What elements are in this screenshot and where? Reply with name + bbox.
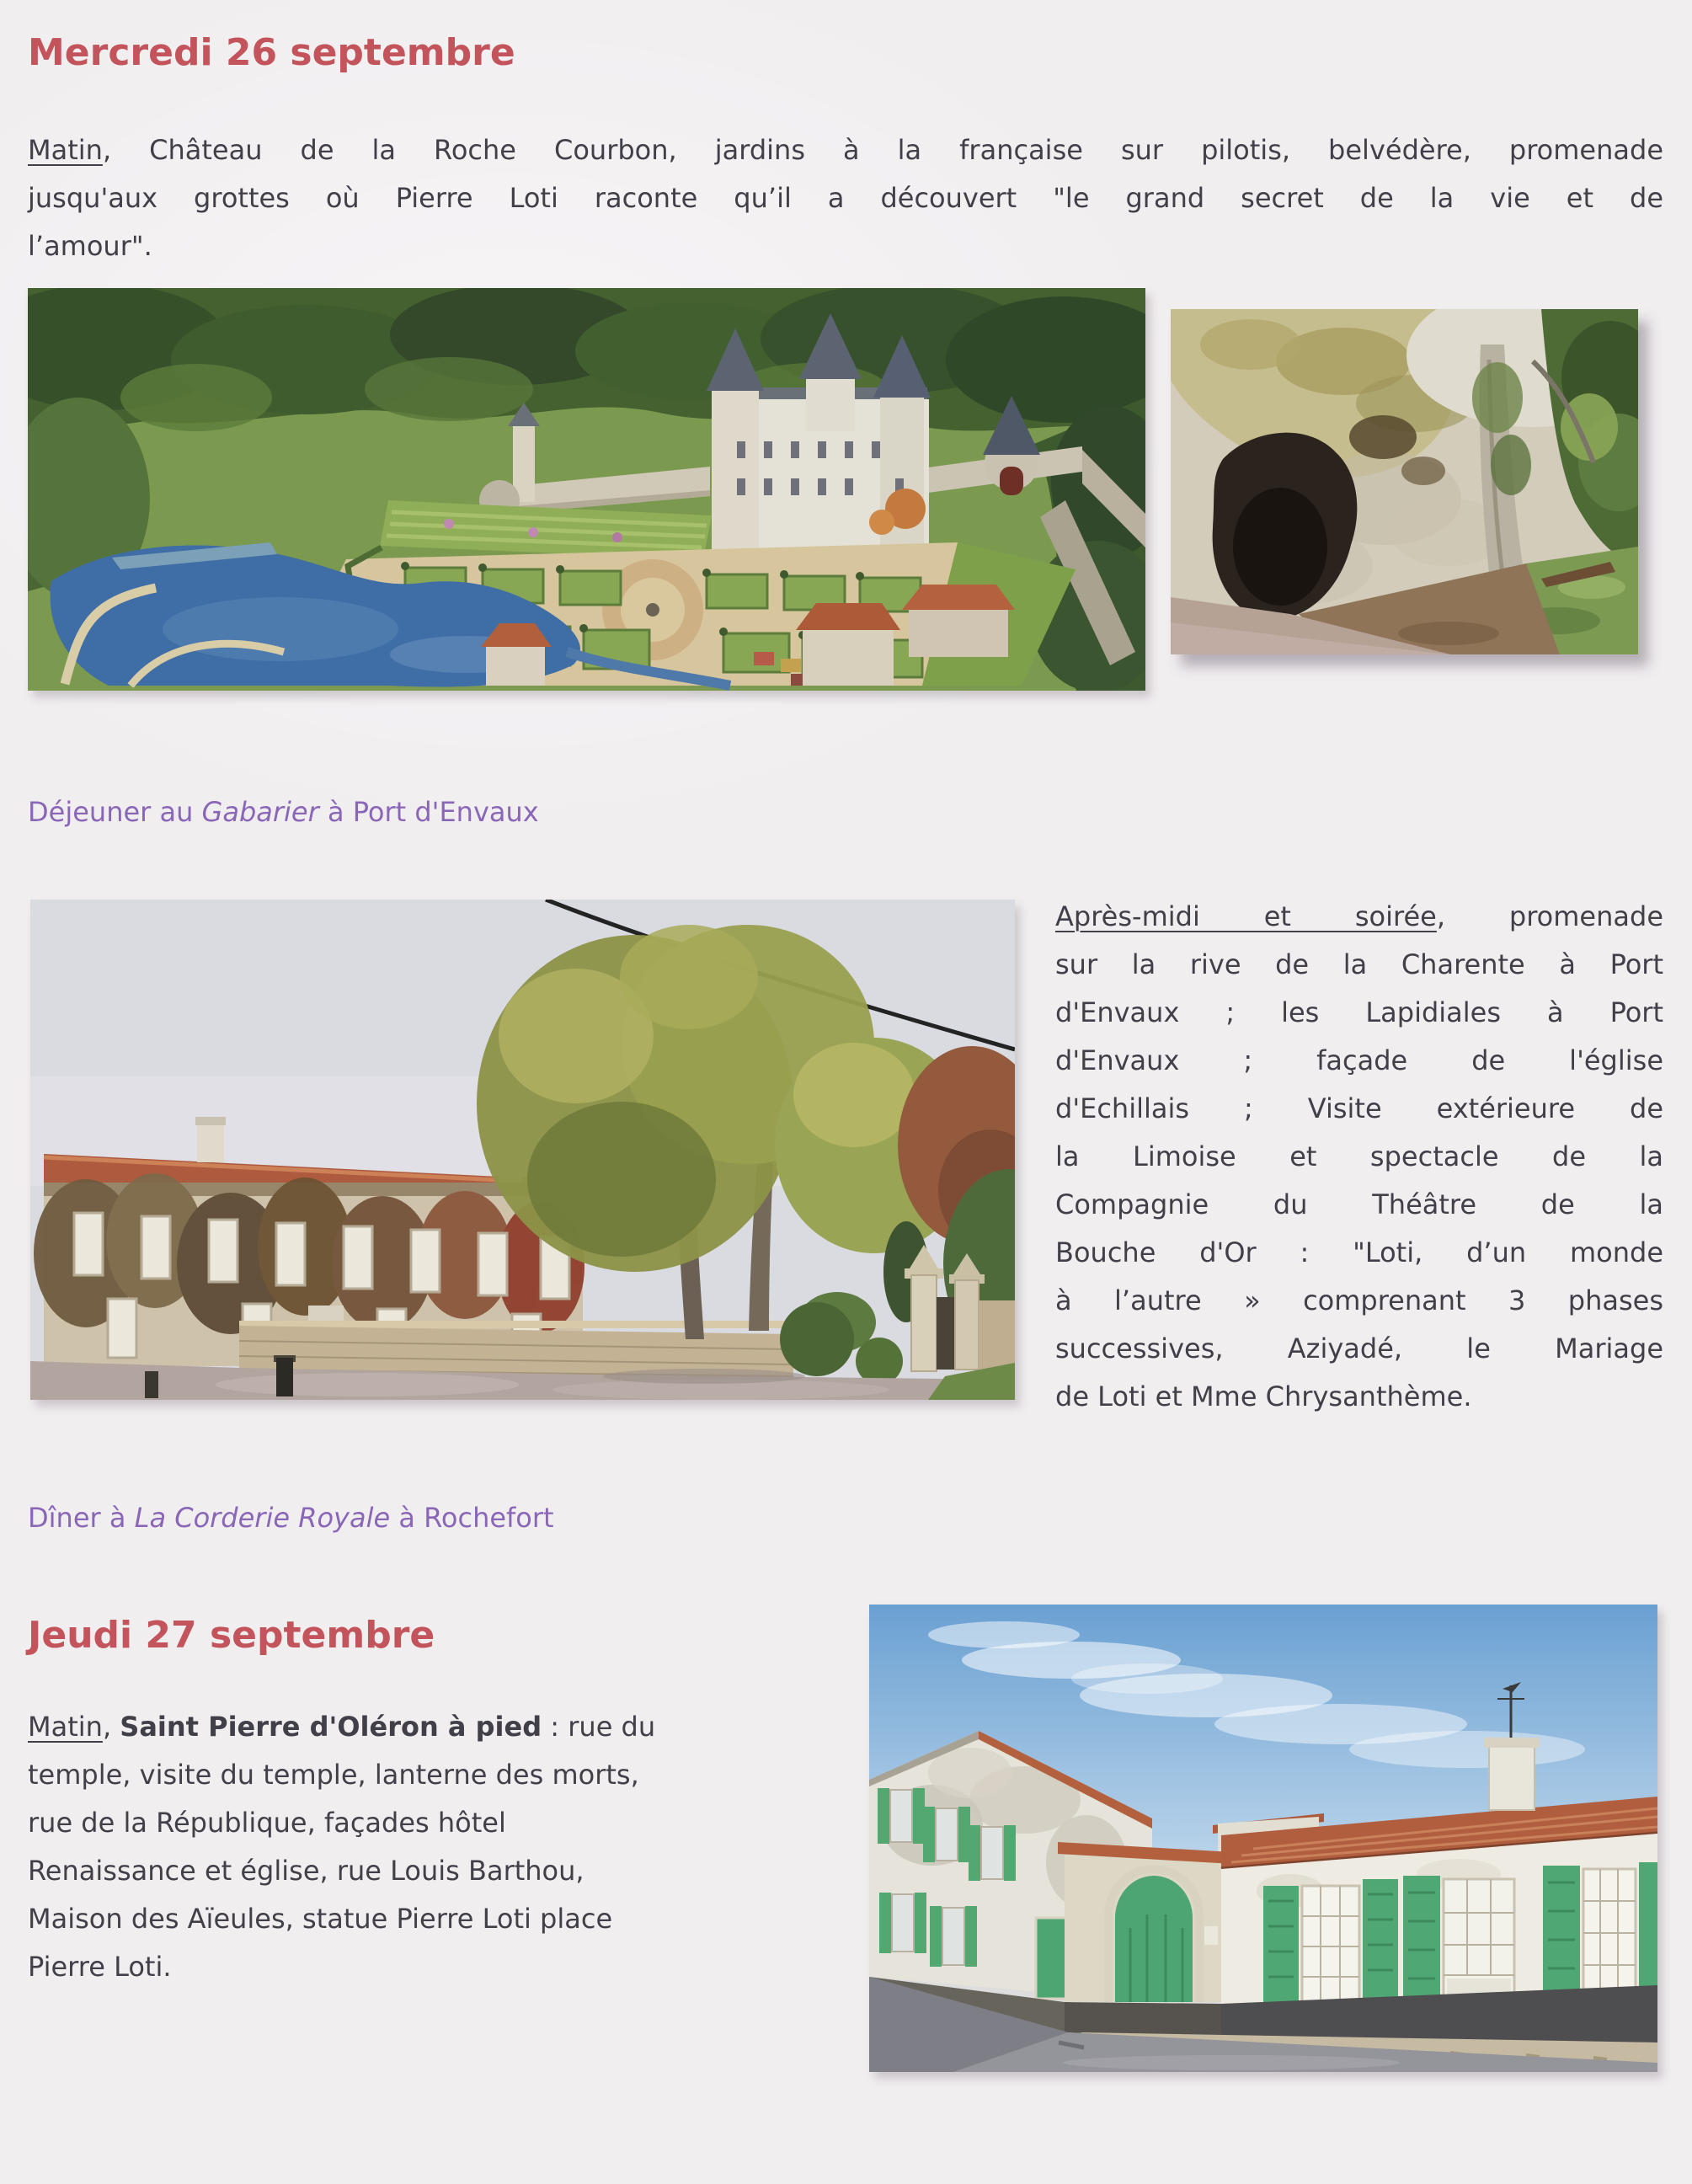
text-segment: à l’autre » comprenant 3 phases — [1055, 1284, 1663, 1316]
text-segment: à Port d'Envaux — [318, 796, 539, 828]
text-line — [1055, 1085, 1663, 1133]
text-line — [28, 1751, 862, 1799]
text-segment: La Corderie Royale — [134, 1502, 391, 1534]
text-line — [1055, 1373, 1663, 1421]
chateau-aerial-illustration — [28, 288, 1145, 691]
text-line — [28, 1799, 862, 1847]
text-segment: , Château de la Roche Courbon, jardins à la française sur pilotis, belvédère, promenade — [102, 134, 1663, 166]
text-segment: Dîner à — [28, 1502, 135, 1534]
courtyard-wall-arched-door — [1058, 1842, 1233, 2002]
text-line — [1055, 989, 1663, 1037]
text-line — [1055, 1325, 1663, 1373]
text-line — [28, 1943, 862, 1991]
text-line — [28, 1703, 862, 1751]
country-house-illustration — [30, 900, 1015, 1400]
photo-chateau-roche-courbon — [28, 288, 1145, 691]
photo-grotte-pierre-loti — [1171, 309, 1638, 654]
text-line — [28, 222, 1663, 270]
text-segment: Matin — [28, 1711, 103, 1743]
text-segment: temple, visite du temple, lanterne des morts, — [28, 1759, 639, 1791]
text-segment: Après-midi et soirée — [1055, 900, 1437, 932]
text-segment: d'Envaux ; façade de l'église — [1055, 1044, 1663, 1076]
paragraph-thursday-morning — [28, 1703, 862, 1991]
text-line — [1055, 1133, 1663, 1181]
text-line — [1055, 1277, 1663, 1325]
text-segment: , — [102, 1711, 120, 1743]
photo-la-limoise — [30, 900, 1015, 1400]
text-line — [28, 174, 1663, 222]
text-segment: sur la rive de la Charente à Port — [1055, 948, 1663, 980]
grotto-illustration — [1171, 309, 1638, 654]
text-segment: Déjeuner au — [28, 796, 202, 828]
paragraph-wednesday-morning — [28, 126, 1663, 270]
text-segment: jusqu'aux grottes où Pierre Loti raconte qu’il a découvert "le grand secret de la vie et de — [28, 182, 1663, 214]
text-segment: de Loti et Mme Chrysanthème. — [1055, 1380, 1472, 1412]
text-segment: à Rochefort — [390, 1502, 554, 1534]
heading-wednesday: Mercredi 26 septembre — [28, 31, 515, 74]
text-segment: rue de la République, façades hôtel — [28, 1807, 506, 1839]
text-segment: : rue du — [542, 1711, 656, 1743]
text-segment: Maison des Aïeules, statue Pierre Loti place — [28, 1903, 613, 1935]
photo-saint-pierre-oleron-street — [869, 1605, 1657, 2072]
text-segment: Saint Pierre d'Oléron à pied — [120, 1711, 542, 1743]
text-segment: la Limoise et spectacle de la — [1055, 1140, 1663, 1172]
text-segment: d'Envaux ; les Lapidiales à Port — [1055, 996, 1663, 1028]
text-segment: Matin — [28, 134, 103, 166]
text-segment: Pierre Loti. — [28, 1951, 172, 1983]
street-illustration — [869, 1605, 1657, 2072]
text-segment: successives, Aziyadé, le Mariage — [1055, 1332, 1663, 1364]
text-segment: Renaissance et église, rue Louis Barthou, — [28, 1855, 584, 1887]
text-line — [1055, 1037, 1663, 1085]
text-segment: Bouche d'Or : "Loti, d’un monde — [1055, 1236, 1663, 1268]
paragraph-wednesday-afternoon — [1055, 893, 1663, 1421]
text-line — [1055, 1229, 1663, 1277]
text-segment: Gabarier — [201, 796, 319, 828]
text-line — [28, 126, 1663, 174]
text-line — [1055, 941, 1663, 989]
text-line — [28, 1895, 862, 1943]
text-line — [28, 1847, 862, 1895]
heading-thursday: Jeudi 27 septembre — [28, 1614, 435, 1657]
text-segment: l’amour". — [28, 230, 152, 262]
text-line — [1055, 893, 1663, 941]
text-segment: , promenade — [1436, 900, 1664, 932]
text-segment: Compagnie du Théâtre de la — [1055, 1188, 1663, 1220]
line-diner — [28, 1494, 554, 1542]
text-segment: d'Echillais ; Visite extérieure de — [1055, 1092, 1663, 1124]
line-dejeuner — [28, 788, 539, 836]
text-line — [1055, 1181, 1663, 1229]
